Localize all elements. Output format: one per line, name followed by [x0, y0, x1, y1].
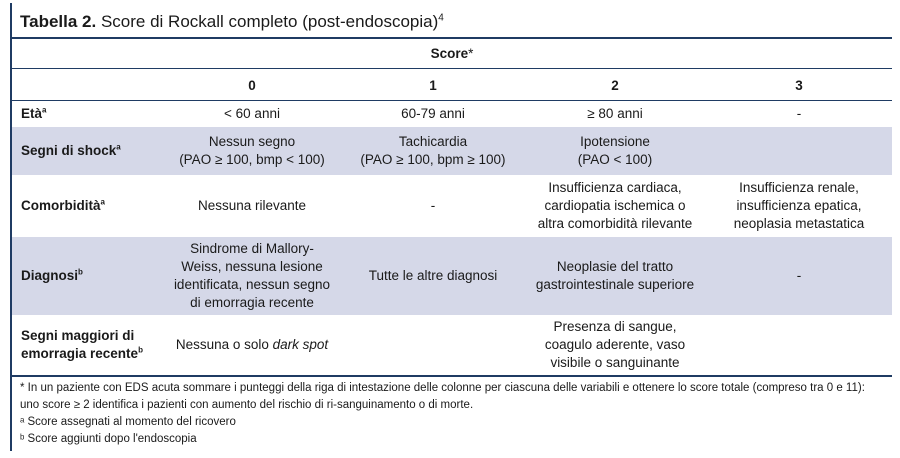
- row-label-diagnosi: Diagnosi$^b$: [21, 267, 83, 283]
- score-header: [12, 46, 892, 61]
- cell-eta-1: 60-79 anni: [401, 106, 465, 121]
- cell-emorragia-3: [706, 315, 892, 375]
- footnote-score: * In un paziente con EDS acuta sommare i punteggi della riga di intestazione delle colonne per ciascuna delle variabili e ottenere lo score totale (compreso tra 0 e 11):: [20, 382, 865, 394]
- cell-eta-3: -: [796, 106, 802, 121]
- table-row-comorbidita: [12, 175, 892, 237]
- header-divider: [12, 68, 892, 69]
- cell-eta-2: ≥ 80 anni: [587, 106, 643, 121]
- row-label-shock: Segni di shock$^a$: [21, 142, 121, 158]
- title-number: Tabella 2.: [20, 12, 97, 31]
- cell-emorragia-1: [342, 315, 524, 375]
- footnote-b: ᵇ Score aggiunti dopo l'endoscopia: [20, 433, 197, 445]
- column-header-1: 1: [429, 78, 437, 93]
- cell-emorragia-0: Nessuna o solo dark spot: [175, 337, 329, 352]
- table-row-shock: [12, 127, 892, 175]
- cell-comorbidita-1: -: [430, 198, 436, 213]
- cell-eta-0: < 60 anni: [224, 106, 280, 121]
- table-title: [20, 12, 444, 32]
- title-text: Score di Rockall completo (post-endoscopia): [100, 12, 439, 31]
- cell-diagnosi-2: Neoplasie del tratto gastrointestinale superiore: [535, 259, 695, 292]
- cell-comorbidita-3: Insufficienza renale, insufficienza epatica, neoplasia metastatica: [733, 180, 865, 231]
- footnotes: [20, 380, 865, 448]
- table-frame: [10, 3, 892, 451]
- title-reference: 4: [438, 12, 444, 24]
- score-star: *: [468, 46, 474, 61]
- table-row-eta: [12, 101, 892, 127]
- score-label: Score: [430, 46, 469, 61]
- row-label-emorragia: Segni maggiori di emorragia recente$^b$: [21, 328, 143, 361]
- bottom-rule: [12, 375, 892, 377]
- top-rule: [12, 37, 892, 39]
- cell-shock-3: [706, 127, 892, 175]
- table-row-diagnosi: [12, 237, 892, 315]
- cell-shock-1: Tachicardia (PAO ≥ 100, bpm ≥ 100): [360, 134, 506, 167]
- column-header-2: 2: [611, 78, 619, 93]
- cell-emorragia-2: Presenza di sangue, coagulo aderente, vaso visibile o sanguinante: [544, 319, 686, 370]
- cell-diagnosi-1: Tutte le altre diagnosi: [368, 268, 498, 283]
- cell-shock-2: Ipotensione (PAO < 100): [577, 134, 653, 167]
- footnote-score-cont: uno score ≥ 2 identifica i pazienti con aumento del rischio di ri-sanguinamento o di morte.: [20, 399, 474, 411]
- row-label-comorbidita: Comorbidità$^a$: [21, 197, 105, 213]
- cell-shock-0: Nessun segno (PAO ≥ 100, bmp < 100): [179, 134, 325, 167]
- column-header-3: 3: [795, 78, 803, 93]
- column-header-0: 0: [248, 78, 256, 93]
- row-label-eta: Età$^a$: [21, 105, 47, 121]
- cell-comorbidita-0: Nessuna rilevante: [197, 198, 307, 213]
- footnote-a: ᵃ Score assegnati al momento del ricovero: [20, 416, 236, 428]
- cell-diagnosi-3: -: [796, 268, 802, 283]
- table-row-emorragia: [12, 315, 892, 375]
- cell-comorbidita-2: Insufficienza cardiaca, cardiopatia ischemica o altra comorbidità rilevante: [537, 180, 693, 231]
- cell-diagnosi-0: Sindrome di Mallory- Weiss, nessuna lesione identificata, nessun segno di emorragia recente: [173, 241, 331, 310]
- cell-emorragia-0-italic: dark spot: [272, 337, 329, 352]
